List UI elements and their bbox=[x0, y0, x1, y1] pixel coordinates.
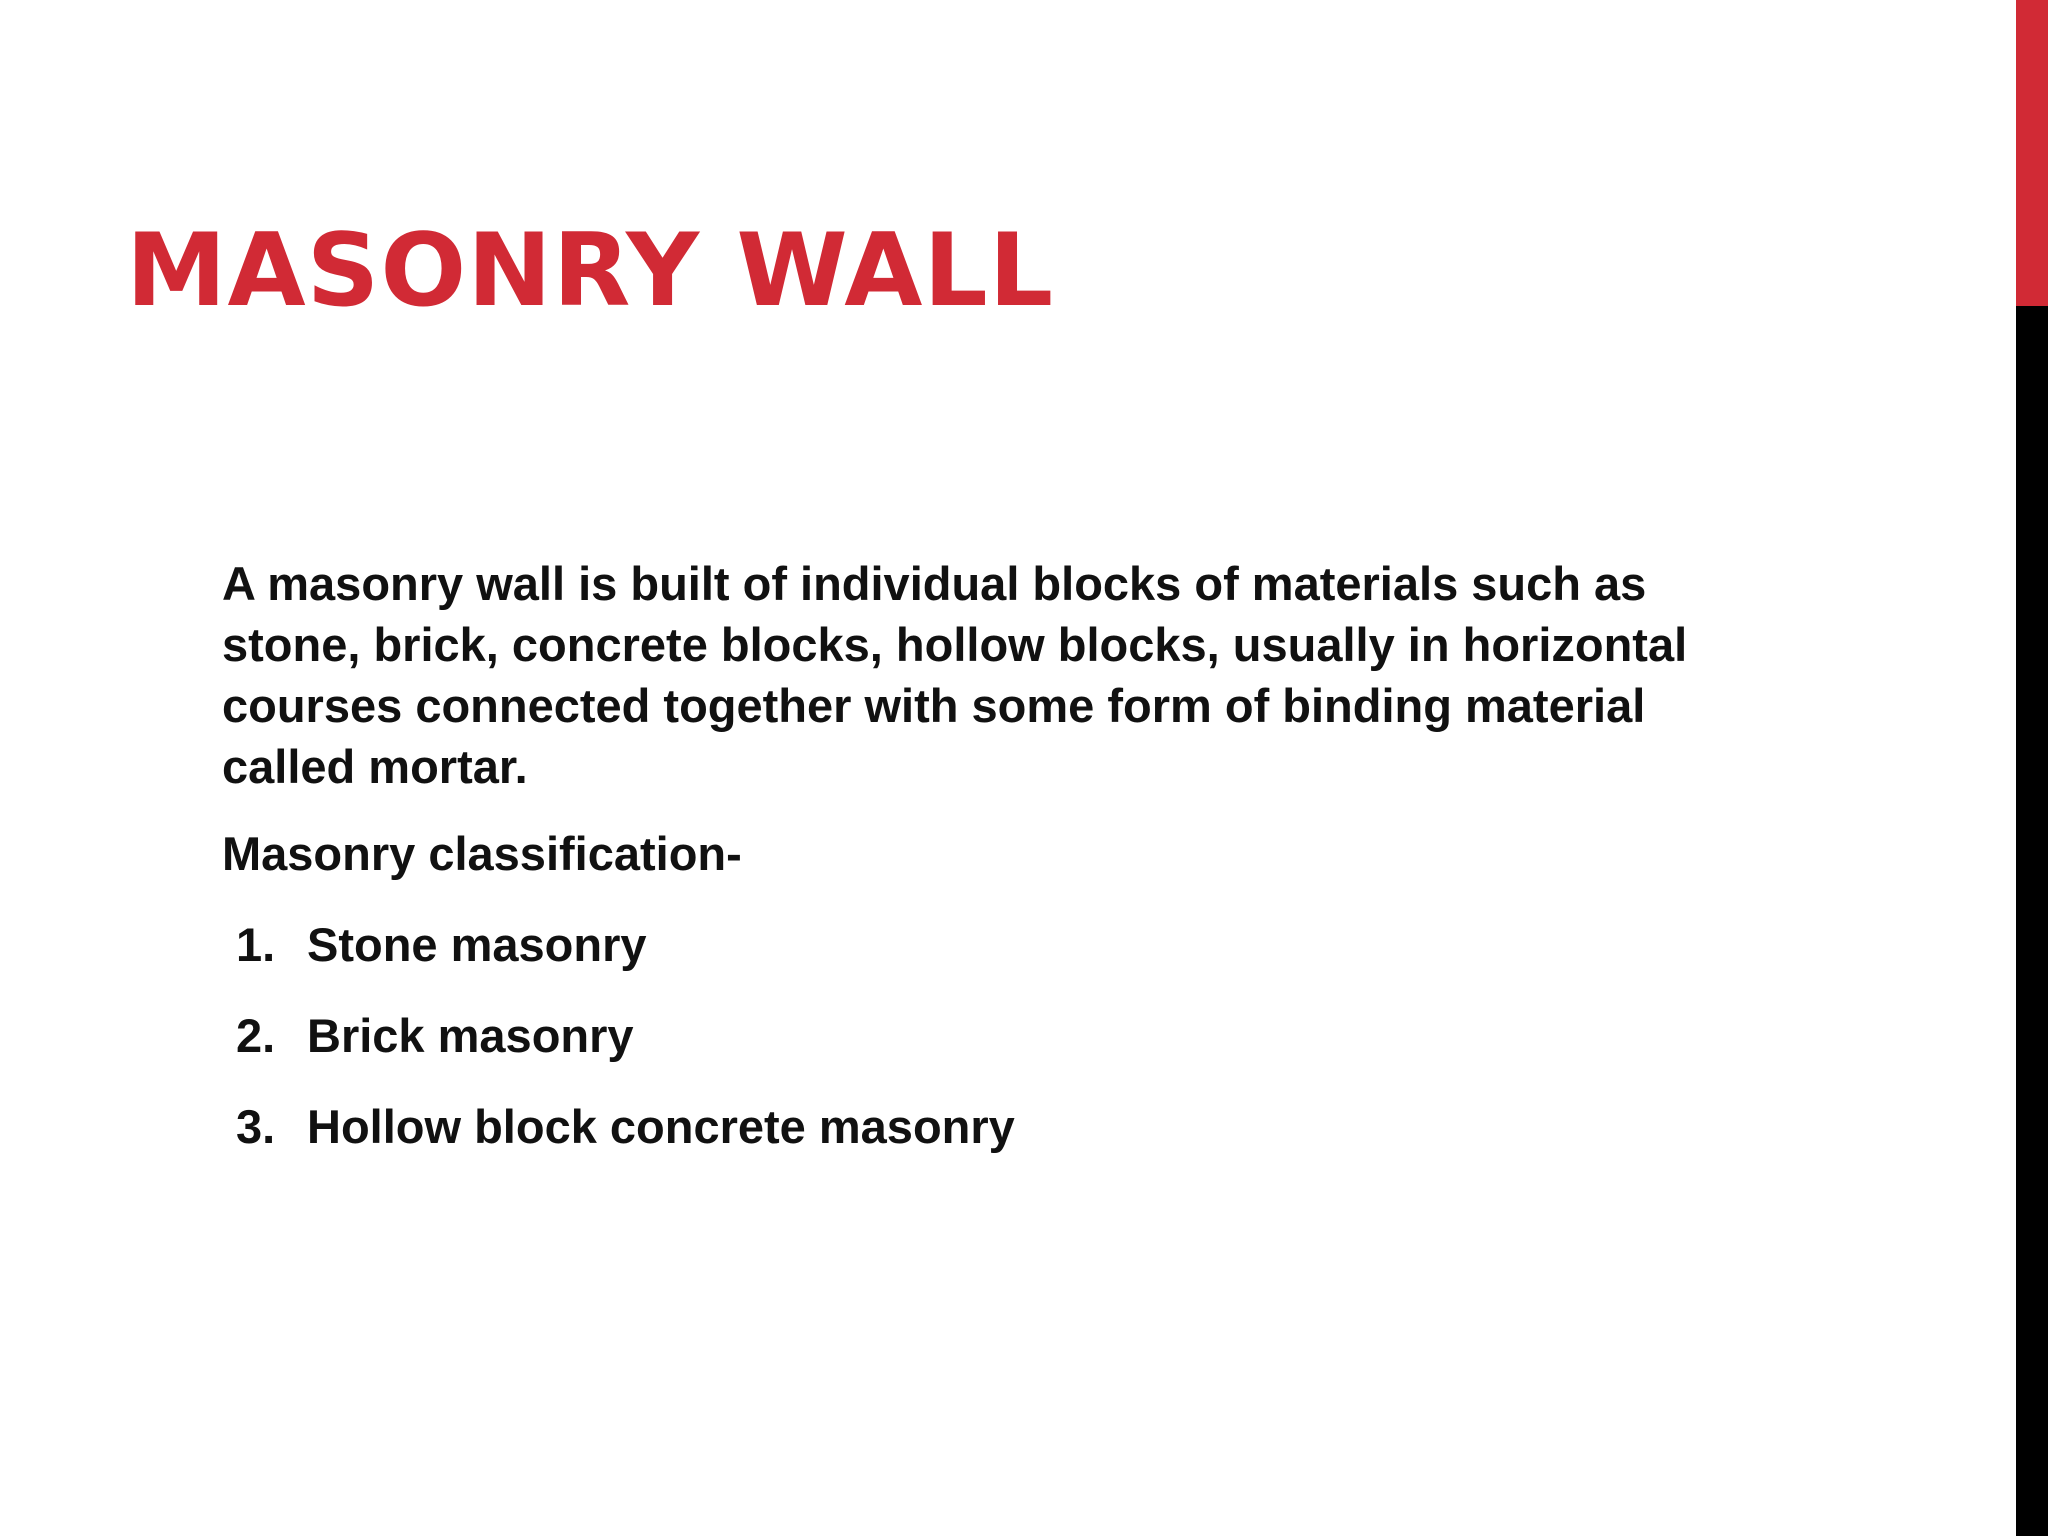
list-item-text: Hollow block concrete masonry bbox=[307, 1100, 1015, 1153]
definition-paragraph bbox=[222, 553, 1922, 797]
paragraph-line: courses connected together with some form of binding material bbox=[222, 679, 1646, 732]
accent-bar-black bbox=[2016, 306, 2048, 1536]
accent-bar-red bbox=[2016, 0, 2048, 306]
list-item bbox=[222, 1005, 1922, 1066]
paragraph-line: stone, brick, concrete blocks, hollow blocks, usually in horizontal bbox=[222, 618, 1688, 671]
classification-heading: Masonry classification- bbox=[222, 827, 742, 880]
slide-body bbox=[222, 553, 1922, 1187]
paragraph-line: called mortar. bbox=[222, 740, 528, 793]
list-item bbox=[222, 1096, 1922, 1157]
list-item-text: Stone masonry bbox=[307, 918, 647, 971]
list-item-number: 3. bbox=[236, 1100, 276, 1153]
list-item-text: Brick masonry bbox=[307, 1009, 634, 1062]
slide-title: MASONRY WALL bbox=[126, 211, 1055, 329]
paragraph-line: A masonry wall is built of individual blocks of materials such as bbox=[222, 557, 1647, 610]
list-item-number: 2. bbox=[236, 1009, 276, 1062]
list-item bbox=[222, 914, 1922, 975]
classification-list bbox=[222, 914, 1922, 1157]
list-item-number: 1. bbox=[236, 918, 276, 971]
